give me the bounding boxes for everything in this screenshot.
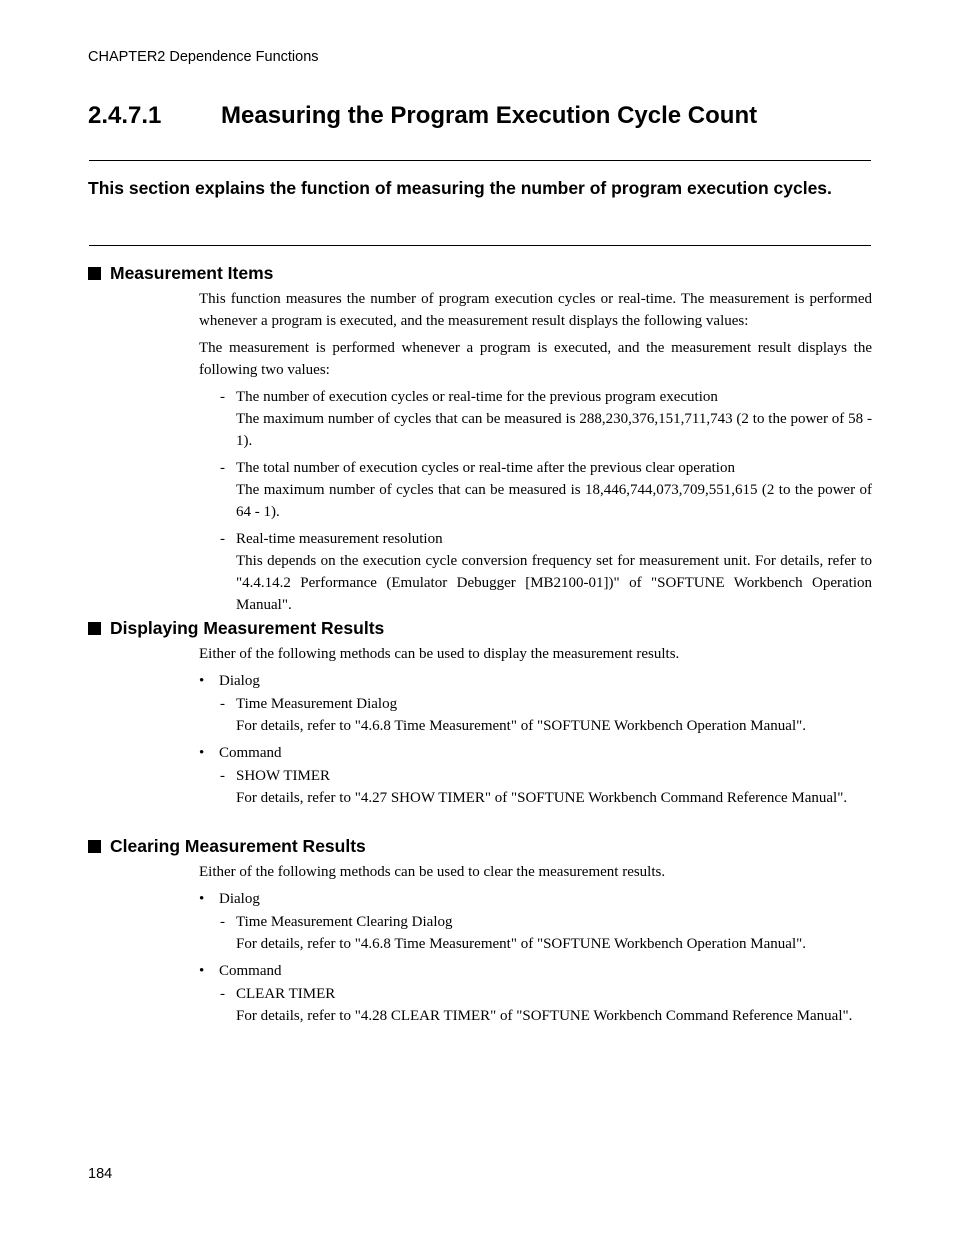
dash-marker: - xyxy=(220,531,225,547)
bullet-item xyxy=(199,960,872,982)
square-bullet-icon xyxy=(88,267,101,280)
measurement-items-body xyxy=(199,288,872,621)
sub-item-description: For details, refer to "4.27 SHOW TIMER" of "SOFTUNE Workbench Command Reference Manual". xyxy=(236,790,848,806)
dash-marker: - xyxy=(220,389,225,405)
sub-item-description: For details, refer to "4.6.8 Time Measurement" of "SOFTUNE Workbench Operation Manual". xyxy=(236,718,806,734)
displaying-results-intro: Either of the following methods can be used to display the measurement results. xyxy=(199,646,680,662)
measurement-items-paragraph-2: The measurement is performed whenever a program is executed, and the measurement result displays the following two values: xyxy=(199,340,872,378)
sub-item-title: CLEAR TIMER xyxy=(236,986,336,1002)
chapter-header: CHAPTER2 Dependence Functions xyxy=(88,49,319,65)
bullet-marker: • xyxy=(199,891,205,907)
section-title-text: Measuring the Program Execution Cycle Count xyxy=(221,102,758,129)
section-intro: This section explains the function of measuring the number of program execution cycles. xyxy=(88,178,832,198)
list-item-description: This depends on the execution cycle conversion frequency set for measurement unit. For details, refer to "4.4.14.2 Performance (Emulator Debugger [MB2100-01])" of "SOFTUNE Workbench Operation Manual". xyxy=(236,553,872,613)
bullet-label: Dialog xyxy=(219,891,260,907)
list-item-title: The number of execution cycles or real-time for the previous program execution xyxy=(236,389,718,405)
square-bullet-icon xyxy=(88,622,101,635)
dash-marker: - xyxy=(220,696,225,712)
dash-marker: - xyxy=(220,768,225,784)
measurement-items-paragraph-1: This function measures the number of program execution cycles or real-time. The measurement is performed whenever a program is executed, and the measurement result displays the following values: xyxy=(199,291,872,329)
top-rule xyxy=(89,160,871,161)
bullet-marker: • xyxy=(199,745,205,761)
bullet-marker: • xyxy=(199,673,205,689)
page-number: 184 xyxy=(88,1166,113,1182)
dash-marker: - xyxy=(220,914,225,930)
clearing-results-body xyxy=(199,861,872,1032)
list-item xyxy=(199,528,872,616)
bullet-label: Dialog xyxy=(219,673,260,689)
section-title xyxy=(88,102,757,130)
list-item-title: Real-time measurement resolution xyxy=(236,531,443,547)
sub-item-title: Time Measurement Dialog xyxy=(236,696,398,712)
bullet-item xyxy=(199,742,872,764)
sub-list-item xyxy=(199,983,872,1027)
list-item xyxy=(199,457,872,523)
bullet-label: Command xyxy=(219,963,282,979)
square-bullet-icon xyxy=(88,840,101,853)
list-item-title: The total number of execution cycles or real-time after the previous clear operation xyxy=(236,460,735,476)
displaying-results-heading xyxy=(88,618,384,639)
measurement-items-heading-text: Measurement Items xyxy=(110,263,274,283)
section-number: 2.4.7.1 xyxy=(88,102,162,129)
displaying-results-body xyxy=(199,643,872,814)
sub-list-item xyxy=(199,693,872,737)
sub-item-description: For details, refer to "4.6.8 Time Measurement" of "SOFTUNE Workbench Operation Manual". xyxy=(236,936,806,952)
list-item-description: The maximum number of cycles that can be measured is 18,446,744,073,709,551,615 (2 to the power of 64 - 1). xyxy=(236,482,872,520)
bullet-label: Command xyxy=(219,745,282,761)
clearing-results-intro: Either of the following methods can be used to clear the measurement results. xyxy=(199,864,666,880)
clearing-results-heading-text: Clearing Measurement Results xyxy=(110,836,366,856)
displaying-results-heading-text: Displaying Measurement Results xyxy=(110,618,385,638)
bullet-item xyxy=(199,670,872,692)
dash-marker: - xyxy=(220,986,225,1002)
dash-marker: - xyxy=(220,460,225,476)
sub-list-item xyxy=(199,765,872,809)
clearing-results-heading xyxy=(88,836,366,857)
list-item xyxy=(199,386,872,452)
sub-item-title: SHOW TIMER xyxy=(236,768,331,784)
bullet-item xyxy=(199,888,872,910)
list-item-description: The maximum number of cycles that can be measured is 288,230,376,151,711,743 (2 to the power of 58 - 1). xyxy=(236,411,872,449)
sub-list-item xyxy=(199,911,872,955)
bottom-rule xyxy=(89,245,871,246)
sub-item-description: For details, refer to "4.28 CLEAR TIMER" of "SOFTUNE Workbench Command Reference Manual". xyxy=(236,1008,853,1024)
bullet-marker: • xyxy=(199,963,205,979)
sub-item-title: Time Measurement Clearing Dialog xyxy=(236,914,453,930)
measurement-items-heading xyxy=(88,263,273,284)
